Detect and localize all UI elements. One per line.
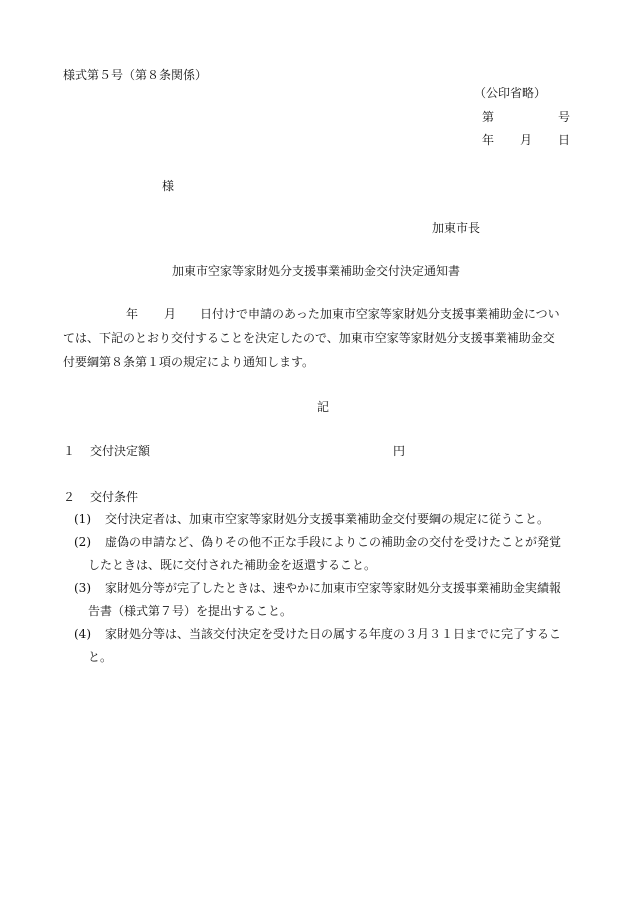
body-paragraph	[63, 302, 585, 374]
condition-2	[74, 531, 561, 577]
condition-2-line1: 虚偽の申請など、偽りその他不正な手段によりこの補助金の交付を受けたことが発覚	[105, 535, 562, 549]
condition-3-num: (3)	[74, 581, 91, 595]
condition-1	[74, 508, 549, 531]
seal-note: （公印省略）	[474, 86, 547, 100]
condition-3-line2: 告書（様式第７号）を提出すること。	[88, 604, 293, 618]
section1-unit: 円	[393, 444, 406, 458]
condition-1-num: (1)	[74, 512, 91, 526]
section2-number: ２	[63, 490, 76, 504]
ki-marker: 記	[317, 400, 330, 414]
condition-4-line1: 家財処分等は、当該交付決定を受けた日の属する年度の３月３１日までに完了するこ	[105, 627, 562, 641]
section1-number: １	[63, 444, 76, 458]
date-month: 月	[520, 133, 533, 147]
condition-4-num: (4)	[74, 627, 91, 641]
condition-1-line1: 交付決定者は、加東市空家等家財処分支援事業補助金交付要綱の規定に従うこと。	[105, 512, 550, 526]
condition-4-line2: と。	[88, 650, 113, 664]
condition-2-line2: したときは、既に交付された補助金を返還すること。	[88, 558, 377, 572]
sender-name: 加東市長	[432, 221, 481, 235]
body-line-2: ては、下記のとおり交付することを決定したので、加東市空家等家財処分支援事業補助金交	[63, 331, 555, 345]
condition-4	[74, 623, 561, 669]
body-line-1	[63, 302, 585, 326]
document-number-prefix: 第	[482, 110, 495, 124]
date-year: 年	[482, 133, 495, 147]
condition-3	[74, 577, 561, 623]
form-number: 様式第５号（第８条関係）	[63, 68, 208, 82]
condition-3-line1: 家財処分等が完了したときは、速やかに加東市空家等家財処分支援事業補助金実績報	[105, 581, 562, 595]
body-line-1-text: 日付けで申請のあった加東市空家等家財処分支援事業補助金につい	[200, 307, 560, 321]
section1-label: 交付決定額	[90, 444, 151, 458]
body-year: 年	[126, 307, 139, 321]
document-title: 加東市空家等家財処分支援事業補助金交付決定通知書	[172, 264, 461, 278]
section2-label: 交付条件	[90, 490, 139, 504]
addressee-honorific: 様	[162, 179, 175, 193]
condition-2-num: (2)	[74, 535, 91, 549]
date-day: 日	[558, 133, 571, 147]
body-line-3: 付要綱第８条第１項の規定により通知します。	[63, 355, 315, 369]
document-number-suffix: 号	[558, 110, 571, 124]
body-month: 月	[164, 307, 177, 321]
